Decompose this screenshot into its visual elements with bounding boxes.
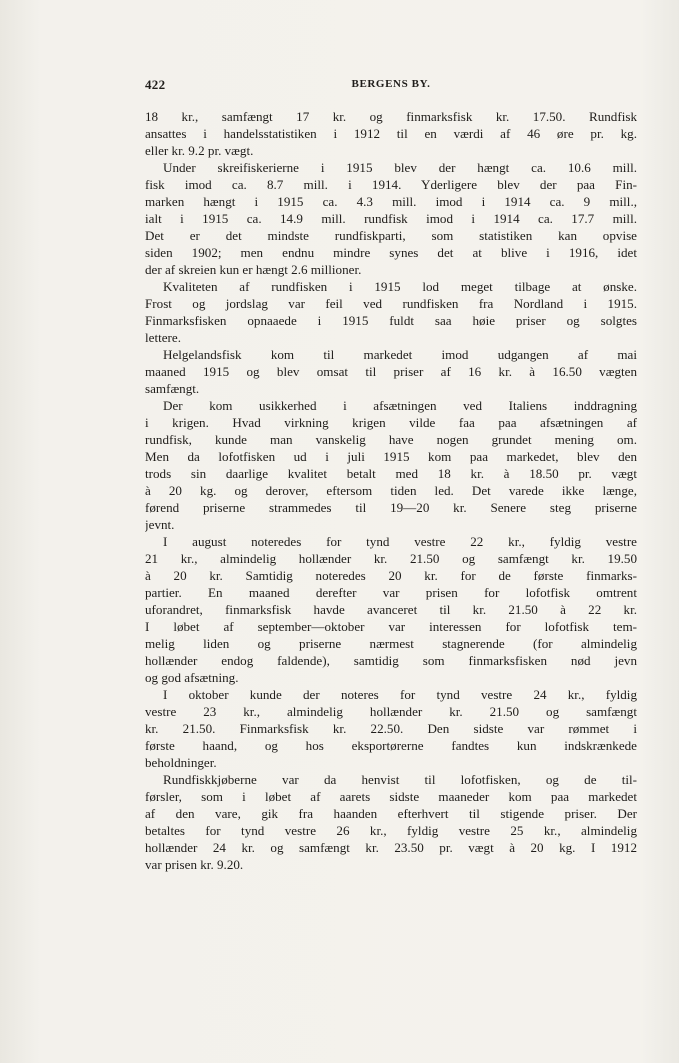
paragraph	[145, 771, 637, 873]
text-line: vestre 23 kr., almindelig hollænder kr. 21.50 og samfængt	[145, 704, 637, 719]
text-line: melig liden og priserne nærmest stagnerende (for almindelig	[145, 636, 637, 651]
text-line: 18 kr., samfængt 17 kr. og finmarksfisk kr. 17.50. Rundfisk	[145, 109, 637, 124]
body-text	[145, 108, 637, 873]
text-line: Rundfiskkjøberne var da henvist til lofotfisken, og de til-	[163, 772, 637, 787]
text-line: der af skreien kun er hængt 2.6 millioner.	[145, 262, 362, 277]
text-line: hollænder endog faldende), samtidig som finmarksfisken nød jevn	[145, 653, 637, 668]
text-line: 21 kr., almindelig hollænder kr. 21.50 og samfængt kr. 19.50	[145, 551, 637, 566]
page-number: 422	[145, 77, 166, 92]
text-line: partier. En maaned derefter var prisen for lofotfisk omtrent	[145, 585, 637, 600]
running-title: BERGENS BY.	[351, 78, 431, 90]
text-line: Under skreifiskerierne i 1915 blev der hængt ca. 10.6 mill.	[163, 160, 637, 175]
text-line: førend priserne strammedes til 19—20 kr. Senere steg priserne	[145, 500, 637, 515]
text-line: lettere.	[145, 330, 181, 345]
text-line: uforandret, finmarksfisk havde avanceret til kr. 21.50 à 22 kr.	[145, 602, 637, 617]
text-line: Frost og jordslag var feil ved rundfisken fra Nordland i 1915.	[145, 296, 637, 311]
paragraph	[145, 278, 637, 346]
text-line: à 20 kg. og derover, eftersom tiden led. Det varede ikke længe,	[145, 483, 637, 498]
paragraph	[145, 346, 637, 397]
text-line: fisk imod ca. 8.7 mill. i 1914. Yderligere blev der paa Fin-	[145, 177, 637, 192]
text-line: marken hængt i 1915 ca. 4.3 mill. imod i 1914 ca. 9 mill.,	[145, 194, 637, 209]
text-line: Kvaliteten af rundfisken i 1915 lod meget tilbage at ønske.	[163, 279, 637, 294]
text-line: I oktober kunde der noteres for tynd vestre 24 kr., fyldig	[163, 687, 637, 702]
text-line: hollænder 24 kr. og samfængt kr. 23.50 pr. vægt à 20 kg. I 1912	[145, 840, 637, 855]
paragraph	[145, 533, 637, 686]
text-line: I august noteredes for tynd vestre 22 kr., fyldig vestre	[163, 534, 637, 549]
page-header	[145, 77, 637, 95]
text-line: var prisen kr. 9.20.	[145, 857, 244, 872]
text-line: beholdninger.	[145, 755, 217, 770]
text-line: førsler, som i løbet af aarets sidste maaneder kom paa markedet	[145, 789, 637, 804]
text-line: ialt i 1915 ca. 14.9 mill. rundfisk imod i 1914 ca. 17.7 mill.	[145, 211, 637, 226]
paragraph	[145, 397, 637, 533]
text-line: Det er det mindste rundfiskparti, som statistiken kan opvise	[145, 228, 637, 243]
text-line: betaltes for tynd vestre 26 kr., fyldig vestre 25 kr., almindelig	[145, 823, 637, 838]
text-line: maaned 1915 og blev omsat til priser af 16 kr. à 16.50 vægten	[145, 364, 637, 379]
text-line: à 20 kr. Samtidig noteredes 20 kr. for de første finmarks-	[145, 568, 637, 583]
text-line: rundfisk, kunde man vanskelig have nogen grundet mening om.	[145, 432, 637, 447]
text-line: I løbet af september—oktober var interessen for lofotfisk tem-	[145, 619, 637, 634]
text-line: Finmarksfisken opnaaede i 1915 fuldt saa høie priser og solgtes	[145, 313, 637, 328]
text-line: eller kr. 9.2 pr. vægt.	[145, 143, 254, 158]
text-line: Helgelandsfisk kom til markedet imod udgangen af mai	[163, 347, 637, 362]
text-line: siden 1902; men endnu mindre synes det at blive i 1916, idet	[145, 245, 637, 260]
text-line: kr. 21.50. Finmarksfisk kr. 22.50. Den sidste var rømmet i	[145, 721, 637, 736]
text-line: af den vare, gik fra haanden efterhvert til stigende priser. Der	[145, 806, 637, 821]
text-line: i krigen. Hvad virkning krigen vilde faa paa afsætningen af	[145, 415, 637, 430]
text-line: første haand, og hos eksportørerne fandtes kun indskrænkede	[145, 738, 637, 753]
text-line: jevnt.	[145, 517, 175, 532]
paragraph	[145, 159, 637, 278]
text-line: ansattes i handelsstatistiken i 1912 til en værdi af 46 øre pr. kg.	[145, 126, 637, 141]
text-line: Der kom usikkerhed i afsætningen ved Italiens inddragning	[163, 398, 637, 413]
paragraph	[145, 108, 637, 159]
text-line: samfængt.	[145, 381, 200, 396]
text-line: trods sin daarlige kvalitet betalt med 18 kr. à 18.50 pr. vægt	[145, 466, 637, 481]
paragraph	[145, 686, 637, 771]
text-line: og god afsætning.	[145, 670, 239, 685]
text-line: Men da lofotfisken ud i juli 1915 kom paa markedet, blev den	[145, 449, 637, 464]
